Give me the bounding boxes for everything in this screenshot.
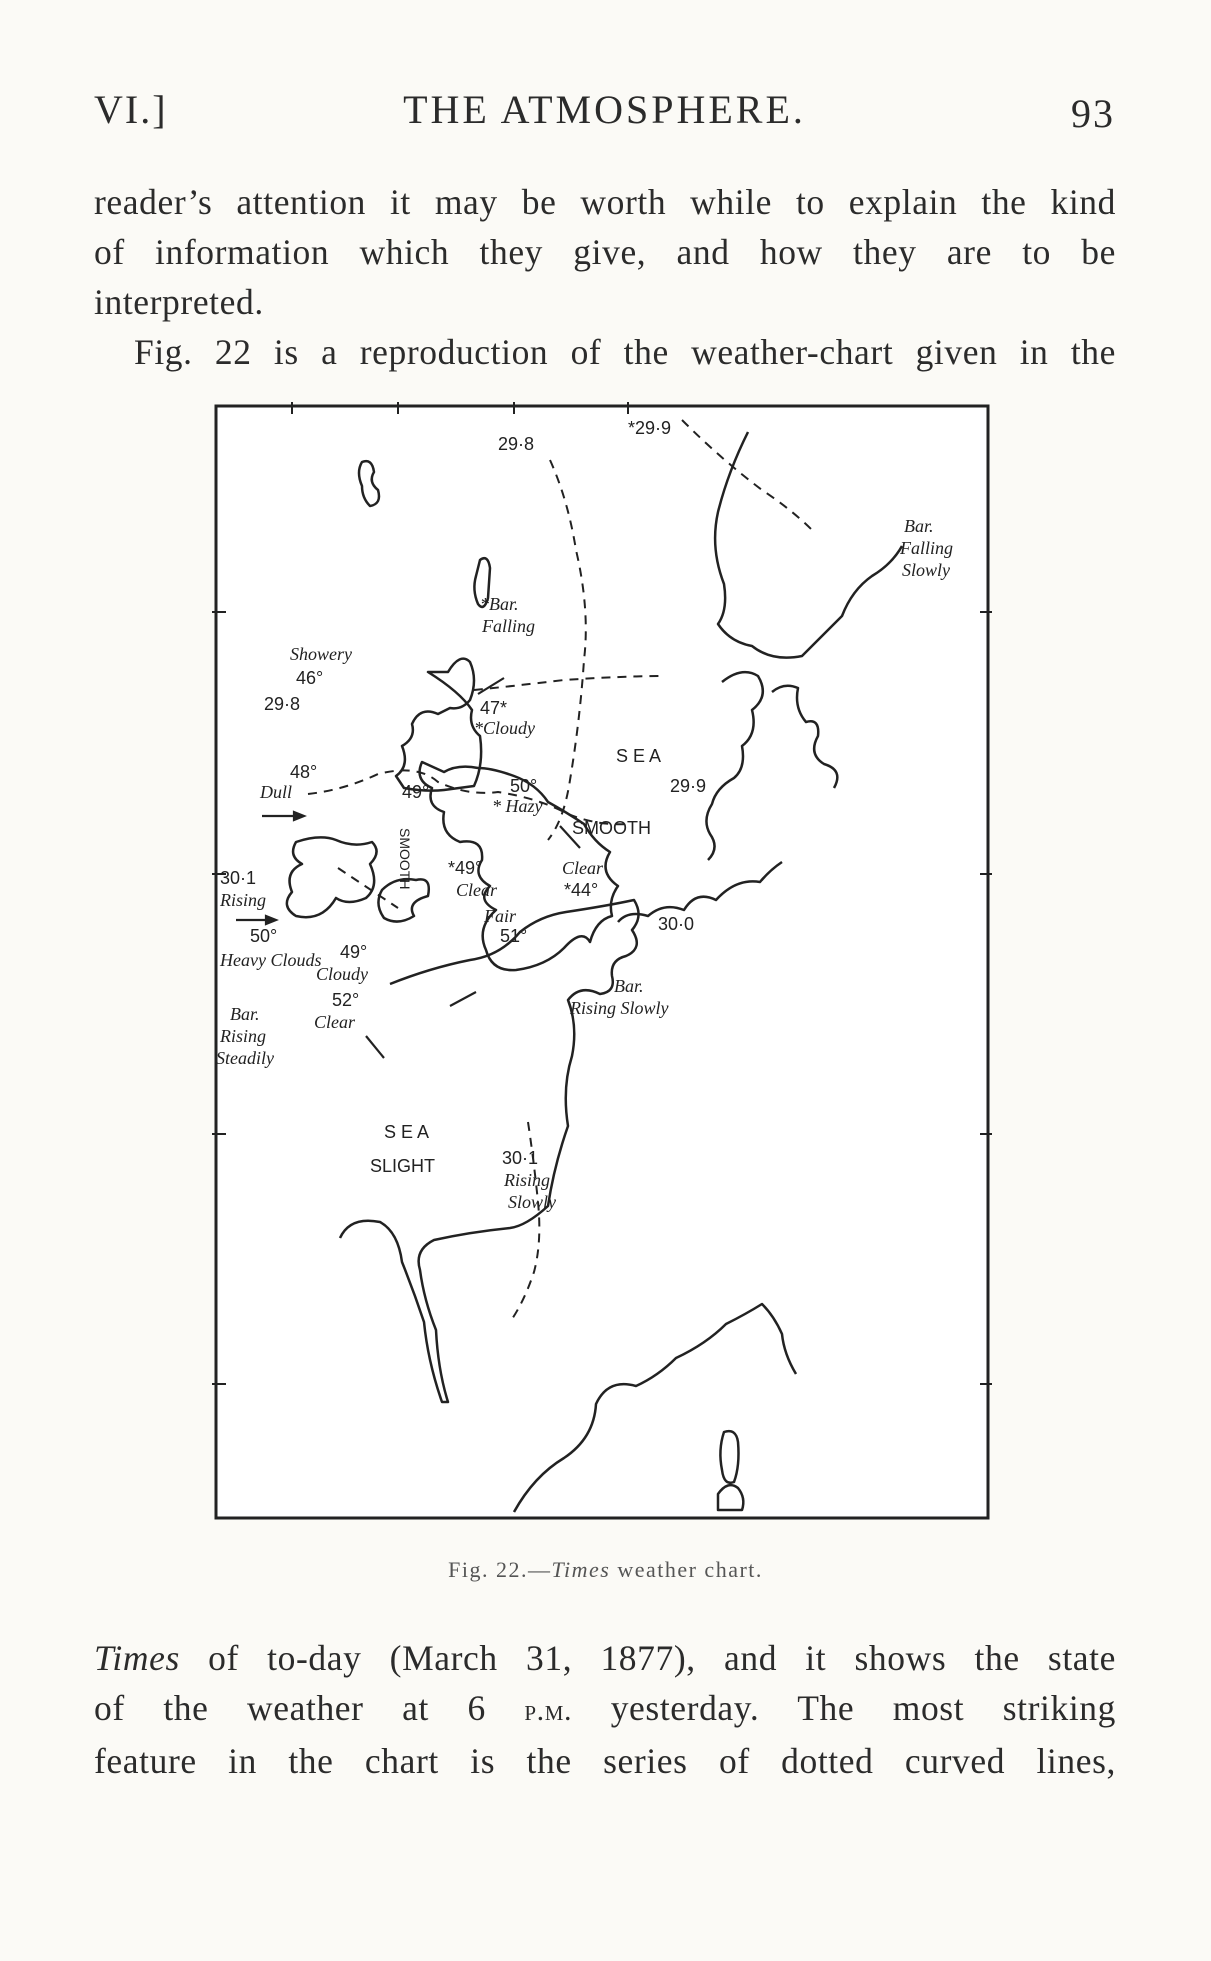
- text-line: Fig. 22 is a reproduction of the weather-chart given in the: [134, 332, 1116, 372]
- chapter-number: VI.]: [94, 87, 168, 132]
- label-hazy: * Hazy: [492, 796, 543, 816]
- label-clear: Clear: [456, 880, 498, 900]
- label-temp-50b: 50°: [250, 926, 278, 946]
- text-small-caps: p.m.: [524, 1694, 573, 1727]
- label-temp-48: 48°: [290, 762, 318, 782]
- label-bar-falling: *Bar.: [480, 594, 519, 614]
- label-temp-52: 52°: [332, 990, 360, 1010]
- text-line: reader’s attention it may be worth while to explain the kind: [94, 182, 1116, 222]
- figure-caption: [0, 1557, 1211, 1583]
- label-iso-29-8-left: 29·8: [264, 694, 301, 714]
- text-italic: Times: [94, 1638, 180, 1678]
- label-bar-falling-slowly: Bar.: [904, 516, 934, 536]
- label-bar-falling-slowly: Falling: [900, 538, 953, 558]
- label-bar-falling: Falling: [482, 616, 535, 636]
- page-number: 93: [1071, 91, 1115, 136]
- label-bar-rising-slowly: Bar.: [614, 976, 644, 996]
- running-header: [94, 86, 1115, 136]
- label-temp-50: 50°: [510, 776, 538, 796]
- label-iso-29-9-right: 29·9: [670, 776, 707, 796]
- label-fair: Fair: [484, 906, 517, 926]
- label-temp-44: *44°: [564, 880, 599, 900]
- text-run: of the weather at 6: [94, 1688, 525, 1728]
- label-temp-49: 49°: [402, 782, 430, 802]
- caption-suffix: weather chart.: [610, 1557, 763, 1582]
- caption-italic: Times: [551, 1557, 611, 1582]
- label-bar-rising-slowly: Rising Slowly: [570, 998, 669, 1018]
- paragraph-intro: [94, 177, 1116, 327]
- paragraph-figure-reference: [94, 327, 1116, 377]
- weather-chart-map: [212, 402, 994, 1524]
- label-clear-3: Clear: [314, 1012, 356, 1032]
- label-temp-49b: *49°: [448, 858, 483, 878]
- text-line: [94, 1633, 1116, 1683]
- paragraph-chart-description: [94, 1633, 1116, 1786]
- running-title: THE ATMOSPHERE.: [403, 87, 806, 132]
- label-slowly-2: Slowly: [508, 1192, 556, 1212]
- text-run: yesterday. The most striking: [572, 1688, 1116, 1728]
- caption-prefix: Fig. 22.—: [448, 1557, 552, 1582]
- label-iso-30-1-left: 30·1: [220, 868, 257, 888]
- label-iso-30-1-bottom: 30·1: [502, 1148, 539, 1168]
- text-line: feature in the chart is the series of dotted curved lines,: [94, 1741, 1116, 1781]
- label-showery: Showery: [290, 644, 352, 664]
- label-bar-rising-steadily: Steadily: [216, 1048, 274, 1068]
- label-temp-46: 46°: [296, 668, 324, 688]
- label-clear: Clear: [562, 858, 604, 878]
- label-dull: Dull: [260, 782, 293, 802]
- label-sea-2: S E A: [384, 1122, 430, 1142]
- label-iso-30-0: 30·0: [658, 914, 695, 934]
- label-smooth: SMOOTH: [572, 818, 651, 838]
- text-line: [94, 1683, 1116, 1736]
- label-bar-rising-steadily: Bar.: [230, 1004, 260, 1024]
- label-bar-rising-steadily: Rising: [220, 1026, 267, 1046]
- text-line: of information which they give, and how they are to be: [94, 232, 1116, 272]
- label-cloudy-2: Cloudy: [316, 964, 368, 984]
- label-rising-2: Rising: [504, 1170, 551, 1190]
- label-temp-49c: 49°: [340, 942, 368, 962]
- text-line: interpreted.: [94, 282, 264, 322]
- label-iso-top-right: *29·9: [628, 418, 672, 438]
- label-slight: SLIGHT: [370, 1156, 436, 1176]
- label-cloudy: *Cloudy: [474, 718, 535, 738]
- weather-chart-figure: [212, 402, 994, 1524]
- label-smooth-vertical: SMOOTH: [397, 828, 413, 890]
- label-sea: S E A: [616, 746, 662, 766]
- label-iso-top: 29·8: [498, 434, 535, 454]
- label-rising: Rising: [220, 890, 267, 910]
- label-temp-47: 47*: [480, 698, 508, 718]
- label-temp-51: 51°: [500, 926, 528, 946]
- label-heavy-clouds: Heavy Clouds: [220, 950, 322, 970]
- label-bar-falling-slowly: Slowly: [902, 560, 950, 580]
- map-frame: [216, 406, 988, 1518]
- text-run: of to-day (March 31, 1877), and it shows the state: [179, 1638, 1116, 1678]
